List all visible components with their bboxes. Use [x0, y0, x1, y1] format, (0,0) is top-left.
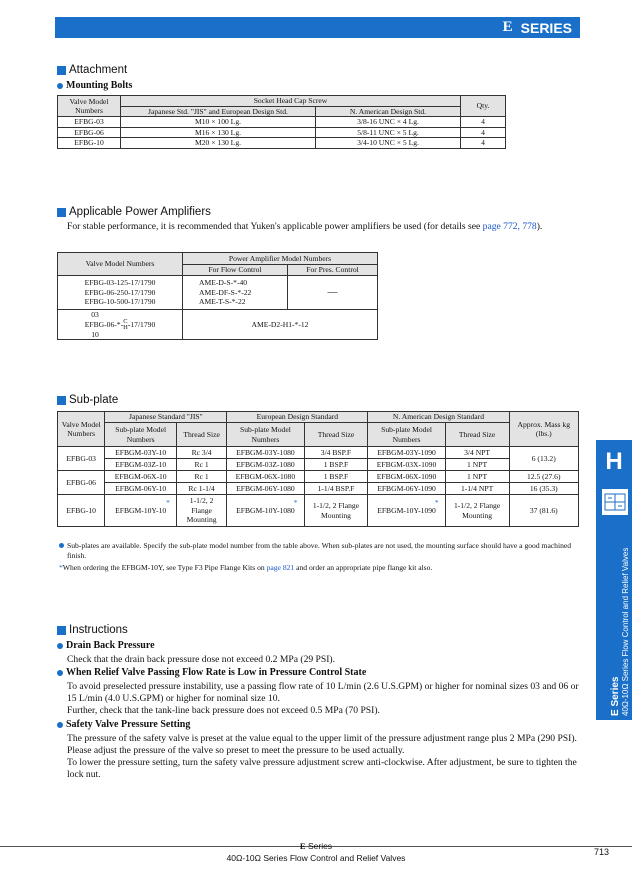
th-pres-control: For Pres. Control — [288, 265, 378, 276]
footer-title: 40Ω-10Ω Series Flow Control and Relief Valves — [226, 853, 406, 863]
th-socket: Socket Head Cap Screw — [121, 96, 461, 107]
table-row: EFBGM-03Z-10 Rc 1 EFBGM-03Z-1080 1 BSP.F EFBGM-03X-1090 1 NPT — [58, 459, 579, 471]
dot-bullet-icon — [57, 722, 63, 728]
relief-flow-heading: When Relief Valve Passing Flow Rate is Low in Pressure Control State — [57, 667, 366, 678]
safety-valve-heading: Safety Valve Pressure Setting — [57, 719, 190, 730]
star-note-icon: * — [293, 498, 298, 507]
th-sp-mass: Approx. Mass kg (lbs.) — [509, 412, 579, 447]
star-note-icon: * — [434, 498, 439, 507]
safety-valve-text-2: To lower the pressure setting, turn the safety valve pressure adjustment screw anti-clockwise. After adjustment, be sure to tighten the lock nut. — [67, 757, 577, 780]
series-banner — [55, 17, 580, 38]
th-sp-jis: Japanese Standard "JIS" — [105, 412, 227, 423]
table-row: EFBG-03 M10 × 100 Lg. 3/8-16 UNC × 4 Lg. 4 — [58, 117, 506, 128]
th-amp-valve-model: Valve Model Numbers — [58, 253, 183, 276]
series-banner-label: SERIES — [520, 19, 572, 36]
drain-back-pressure-text: Check that the drain back pressure dose not exceed 0.2 MPa (29 PSI). — [67, 654, 336, 665]
th-flow-control: For Flow Control — [183, 265, 288, 276]
mounting-bolts-table — [57, 95, 506, 149]
th-na: N. American Design Std. — [316, 106, 461, 117]
th-sp-valve: Valve Model Numbers — [58, 412, 105, 447]
footer-series: E Series — [299, 841, 333, 851]
table-row: EFBG-06 EFBGM-06X-10 Rc 1 EFBGM-06X-1080 1 BSP.F EFBGM-06X-1090 1 NPT 12.5 (27.6) — [58, 471, 579, 483]
th-qty: Qty. — [461, 96, 506, 117]
footer-e-logo: E — [299, 841, 306, 851]
dot-bullet-icon — [57, 83, 63, 89]
amplifiers-text: For stable performance, it is recommended that Yuken's applicable power amplifiers be used (for details see page 772, 778). — [67, 221, 543, 232]
square-bullet-icon — [57, 626, 66, 635]
th-power-amp: Power Amplifier Model Numbers — [183, 253, 378, 265]
amplifier-page-link[interactable]: page 772, 778 — [482, 221, 537, 232]
relief-flow-text-1: To avoid preselected pressure instability, use a passing flow rate of 10 L/min (2.6 U.S.GPM) or higher for nominal sizes 03 and 06 or 15 L/min (4.0 U.S.GPM) or higher for nominal size 10. — [67, 681, 579, 704]
table-row: EFBG-03-125-17/1790 EFBG-06-250-17/1790 EFBG-10-500-17/1790 AME-D-S-*-40 AME-DF-S-*-22 AME-T-S-*-22 — — [58, 276, 378, 310]
relief-flow-text-2: Further, check that the tank-line back pressure does not exceed 0.5 MPa (70 PSI). — [67, 705, 380, 716]
dot-bullet-icon — [57, 670, 63, 676]
square-bullet-icon — [57, 66, 66, 75]
th-jis: Japanese Std. "JIS" and European Design Std. — [121, 106, 316, 117]
amplifiers-table — [57, 252, 378, 340]
star-note-icon: * — [59, 563, 63, 572]
attachment-heading: Attachment — [57, 64, 127, 76]
th-sp-na: N. American Design Standard — [368, 412, 509, 423]
flange-kit-page-link[interactable]: page 821 — [266, 563, 295, 572]
table-row: 03 EFBG-06-*- C H -17/1790 10 AME-D2-H1-*-12 — [58, 310, 378, 340]
star-note-icon: * — [166, 498, 170, 507]
dot-bullet-icon — [59, 543, 64, 548]
series-e-logo: E — [502, 19, 513, 35]
table-row: EFBGM-06Y-10 Rc 1-1/4 EFBGM-06Y-1080 1-1/4 BSP.F EFBGM-06Y-1090 1-1/4 NPT 16 (35.3) — [58, 483, 579, 495]
instructions-heading: Instructions — [57, 624, 128, 636]
mounting-bolts-subheading: Mounting Bolts — [57, 80, 132, 91]
section-letter: H — [605, 448, 623, 475]
subplate-note-1: Sub-plates are available. Specify the sub-plate model number from the table above. When sub-plates are not used, the mounting surface should have a good machined finish. — [59, 541, 579, 560]
table-row: EFBG-10 EFBGM-10Y-10 * 1-1/2, 2 Flange Mounting EFBGM-10Y-1080 * 1-1/2, 2 Flange Mounting EFBGM-10Y-1090 * 1-1/2, 2 Flange Mounting 37 (81.6) — [58, 495, 579, 527]
amplifiers-heading: Applicable Power Amplifiers — [57, 206, 211, 218]
square-bullet-icon — [57, 396, 66, 405]
subplate-table: Valve Model Numbers Japanese Standard "JIS" European Design Standard N. American Design Standard Approx. Mass kg (lbs.) Sub-plate Model Numbers Thread Size Sub-plate Model Numbers Thread Size Sub-plate Model Numbers Thread Size EFBG-03 EFBGM-03Y-10 Rc 3/4 EFBGM-03Y-1080 3/4 BSP.F EFBGM-03Y-1090 3/4 NPT 6 (13.2) EFBGM-03Z-10 Rc 1 EFBGM-03Z-1080 1 BSP.F EFBGM-03X-1090 1 NPT EFBG-06 EFBGM-06X-10 Rc 1 EFBGM-06X-1080 1 BSP.F EFBGM-06X-1090 1 NPT 12.5 (27.6) EFBGM-06Y-10 Rc 1-1/4 EFBGM-06Y-1080 1-1/4 BSP.F EFBGM-06Y-1090 1-1/4 NPT 16 (35.3) EFBG-10 EFBGM-10Y-10 * 1-1/2, 2 Flange Mounting EFBGM-10Y-1080 * 1-1/2, 2 Flange Mounting EFBGM-10Y-1090 * 1-1/2, 2 Flange Mounting 37 (81.6) — [57, 411, 579, 527]
table-row: EFBG-06 M16 × 130 Lg. 5/8-11 UNC × 5 Lg. 4 — [58, 127, 506, 138]
subplate-heading: Sub-plate — [57, 394, 118, 406]
th-valve-model: Valve Model Numbers — [58, 96, 121, 117]
subplate-note-2: *When ordering the EFBGM-10Y, see Type F3 Pipe Flange Kits on page 821 and order an appropriate pipe flange kit also. — [59, 563, 433, 572]
dot-bullet-icon — [57, 643, 63, 649]
square-bullet-icon — [57, 208, 66, 217]
section-side-tab — [596, 440, 632, 720]
page-number: 713 — [594, 847, 610, 857]
valve-symbol-icon — [601, 488, 629, 516]
drain-back-pressure-heading: Drain Back Pressure — [57, 640, 155, 651]
table-row: EFBG-03 EFBGM-03Y-10 Rc 3/4 EFBGM-03Y-1080 3/4 BSP.F EFBGM-03Y-1090 3/4 NPT 6 (13.2) — [58, 447, 579, 459]
side-tab-text: E Series 40Ω-10Ω Series Flow Control and Relief Valves — [610, 547, 630, 716]
safety-valve-text-1: The pressure of the safety valve is preset at the value equal to the upper limit of the pressure adjustment range plus 2 MPa (290 PSI). Please adjust the pressure of the valve so preset to meet the pressure to be used actually. — [67, 733, 577, 756]
table-row: EFBG-10 M20 × 130 Lg. 3/4-10 UNC × 5 Lg. 4 — [58, 138, 506, 149]
th-sp-eu: European Design Standard — [227, 412, 368, 423]
